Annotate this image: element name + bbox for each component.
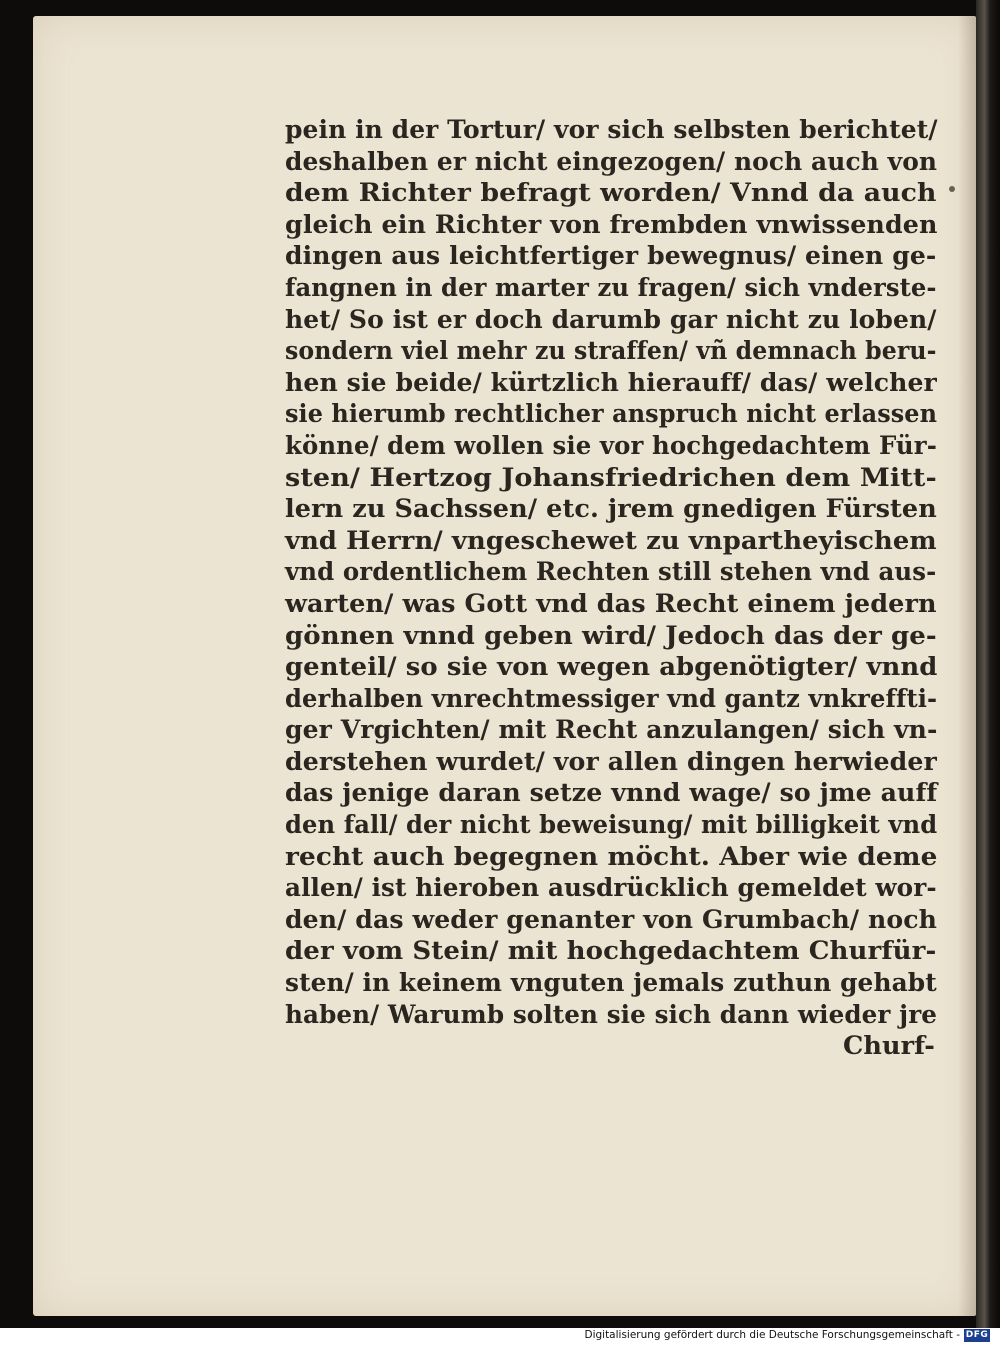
text-line: deshalben er nicht eingezogen/ noch auch von — [285, 146, 938, 177]
text-line: dem Richter befragt worden/ Vnnd da auch — [285, 178, 937, 209]
text-line: gleich ein Richter von frembden vnwissenden — [285, 209, 938, 240]
text-line: den/ das weder genanter von Grumbach/ noch — [285, 904, 938, 935]
text-line: sten/ in keinem vnguten jemals zuthun gehabt — [285, 968, 937, 999]
text-line: genteil/ so sie von wegen abgenötigter/ vnnd — [285, 652, 938, 683]
text-line: warten/ was Gott vnd das Recht einem jedern — [285, 588, 937, 619]
catchword: Churf- — [842, 1031, 935, 1062]
text-line: dingen aus leichtfertiger bewegnus/ einen ge- — [285, 241, 937, 272]
text-line: gönnen vnnd geben wird/ Jedoch das der ge- — [285, 620, 937, 651]
text-line: fangnen in der marter zu fragen/ sich vnderste- — [285, 272, 937, 303]
text-line: sondern viel mehr zu straffen/ vñ demnach beru- — [285, 336, 937, 367]
text-line: sie hierumb rechtlicher anspruch nicht erlassen — [285, 399, 938, 430]
text-line: pein in der Tortur/ vor sich selbsten berichtet/ — [285, 115, 938, 145]
book-page — [33, 16, 976, 1316]
footer-credit: Digitalisierung gefördert durch die Deutsche Forschungsgemeinschaft - — [584, 1329, 960, 1341]
text-line: vnd ordentlichem Rechten still stehen vnd aus- — [285, 557, 937, 588]
text-line: den fall/ der nicht beweisung/ mit billigkeit vnd — [285, 810, 938, 841]
dfg-logo-icon: DFG — [965, 1330, 989, 1340]
text-line: lern zu Sachssen/ etc. jrem gnedigen Fürsten — [285, 494, 937, 525]
text-line: sten/ Hertzog Johansfriedrichen dem Mitt- — [285, 462, 937, 493]
text-line: haben/ Warumb solten sie sich dann wieder jre — [285, 999, 938, 1030]
text-line: könne/ dem wollen sie vor hochgedachtem Für- — [285, 430, 937, 461]
text-line: ger Vrgichten/ mit Recht anzulangen/ sich vn- — [285, 715, 938, 746]
text-line: vnd Herrn/ vngeschewet zu vnpartheyischem — [285, 525, 937, 556]
page-text — [285, 115, 965, 1063]
text-line: der vom Stein/ mit hochgedachtem Churfür- — [285, 936, 937, 967]
text-line: recht auch begegnen möcht. Aber wie deme — [285, 841, 938, 872]
footer-bar — [0, 1328, 1000, 1345]
text-line: allen/ ist hieroben ausdrücklich gemeldet wor- — [285, 873, 937, 904]
text-line: hen sie beide/ kürtzlich hierauff/ das/ welcher — [285, 367, 937, 398]
text-line: het/ So ist er doch darumb gar nicht zu loben/ — [285, 304, 937, 335]
text-line: das jenige daran setze vnnd wage/ so jme auff — [285, 778, 938, 809]
text-line: derstehen wurdet/ vor allen dingen herwieder — [285, 746, 937, 777]
text-line: derhalben vnrechtmessiger vnd gantz vnkreffti- — [285, 683, 938, 714]
